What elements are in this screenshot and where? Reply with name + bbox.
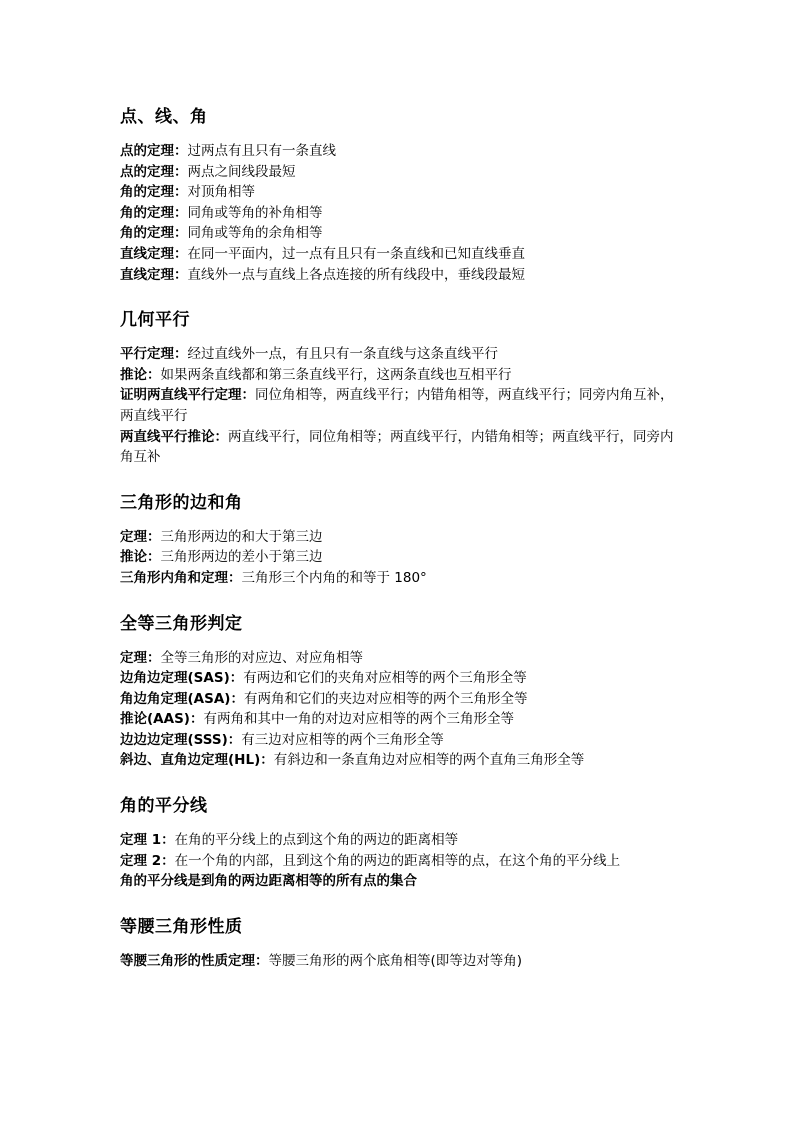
theorem-term: 定理： (120, 649, 161, 666)
theorem-term: 三角形内角和定理： (120, 569, 242, 586)
section-heading: 等腰三角形性质 (120, 916, 243, 937)
section (120, 492, 680, 589)
theorem-term: 角的定理： (120, 225, 188, 242)
section-spacer (120, 285, 680, 309)
section (120, 916, 680, 972)
theorem-term: 斜边、直角边定理(HL)： (120, 752, 274, 769)
theorem-text: 两直线平行，同位角相等；两直线平行，内错角相等；两直线平行，同旁内角互补 (120, 428, 674, 466)
theorem-text: 三角形三个内角的和等于 180° (241, 569, 427, 586)
theorem-line (120, 162, 680, 183)
theorem-term: 直线定理： (120, 245, 188, 262)
theorem-term: 平行定理： (120, 346, 188, 363)
theorem-text: 如果两条直线都和第三条直线平行，这两条直线也互相平行 (160, 366, 512, 383)
section (120, 795, 680, 892)
section-heading: 三角形的边和角 (120, 492, 243, 513)
theorem-term: 证明两直线平行定理： (120, 387, 255, 404)
theorem-line (120, 871, 680, 892)
theorem-term: 角的定理： (120, 204, 188, 221)
theorem-text: 有两边和它们的夹角对应相等的两个三角形全等 (243, 670, 527, 687)
theorem-line (120, 851, 680, 872)
section-spacer (120, 589, 680, 613)
document-page (120, 106, 680, 971)
theorem-line (120, 385, 680, 426)
theorem-term: 边边边定理(SSS)： (120, 731, 242, 748)
theorem-text: 有三边对应相等的两个三角形全等 (241, 731, 444, 748)
theorem-line (120, 203, 680, 224)
theorem-line (120, 182, 680, 203)
theorem-line (120, 547, 680, 568)
theorem-line (120, 527, 680, 548)
section (120, 106, 680, 285)
theorem-line (120, 244, 680, 265)
theorem-term: 推论(AAS)： (120, 711, 204, 728)
theorem-term: 定理 1： (120, 832, 175, 849)
theorem-text: 有斜边和一条直角边对应相等的两个直角三角形全等 (273, 752, 585, 769)
theorem-text: 对顶角相等 (187, 184, 255, 201)
theorem-term: 推论： (120, 549, 161, 566)
theorem-text: 三角形两边的和大于第三边 (160, 528, 323, 545)
theorem-line (120, 709, 680, 730)
theorem-text: 两点之间线段最短 (187, 163, 296, 180)
theorem-line (120, 689, 680, 710)
theorem-line (120, 223, 680, 244)
theorem-text: 三角形两边的差小于第三边 (160, 549, 323, 566)
theorem-text: 同角或等角的补角相等 (187, 204, 323, 221)
theorem-text: 有两角和其中一角的对边对应相等的两个三角形全等 (203, 711, 514, 728)
theorem-term: 点的定理： (120, 143, 188, 159)
theorem-line (120, 344, 680, 365)
theorem-term: 角边角定理(ASA)： (120, 690, 244, 707)
theorem-text: 在角的平分线上的点到这个角的两边的距离相等 (174, 832, 459, 849)
theorem-text: 同位角相等，两直线平行；内错角相等，两直线平行；同旁内角互补，两直线平行 (120, 387, 674, 424)
section-heading: 几何平行 (120, 310, 190, 331)
theorem-term: 角的定理： (120, 184, 188, 201)
theorem-line (120, 141, 680, 162)
theorem-text: 过两点有且只有一条直线 (187, 143, 336, 159)
theorem-term: 两直线平行推论： (120, 428, 228, 445)
theorem-term: 等腰三角形的性质定理： (120, 952, 269, 969)
theorem-text: 经过直线外一点，有且只有一条直线与这条直线平行 (187, 346, 498, 363)
section-heading: 点、线、角 (120, 107, 208, 127)
theorem-term: 点的定理： (120, 163, 188, 180)
theorem-line (120, 750, 680, 771)
theorem-line (120, 730, 680, 751)
theorem-term: 推论： (120, 366, 161, 383)
theorem-line (120, 568, 680, 589)
theorem-text: 在一个角的内部，且到这个角的两边的距离相等的点，在这个角的平分线上 (174, 852, 621, 869)
theorem-text: 在同一平面内，过一点有且只有一条直线和已知直线垂直 (187, 245, 525, 262)
theorem-text: 有两角和它们的夹边对应相等的两个三角形全等 (243, 690, 528, 707)
theorem-text: 角的平分线是到角的两边距离相等的所有点的集合 (120, 873, 417, 890)
theorem-line (120, 365, 680, 386)
section-heading: 全等三角形判定 (120, 613, 243, 634)
theorem-text: 全等三角形的对应边、对应角相等 (160, 649, 363, 666)
theorem-text: 直线外一点与直线上各点连接的所有线段中，垂线段最短 (187, 266, 525, 283)
theorem-text: 等腰三角形的两个底角相等(即等边对等角) (268, 952, 523, 969)
section-spacer (120, 468, 680, 492)
theorem-line (120, 427, 680, 468)
theorem-text: 同角或等角的余角相等 (187, 225, 323, 242)
theorem-line (120, 265, 680, 286)
theorem-term: 定理： (120, 528, 161, 545)
theorem-line (120, 648, 680, 669)
theorem-term: 边角边定理(SAS)： (120, 670, 244, 687)
section-spacer (120, 892, 680, 916)
section-heading: 角的平分线 (120, 796, 208, 817)
theorem-term: 定理 2： (120, 852, 175, 869)
theorem-line (120, 830, 680, 851)
theorem-term: 直线定理： (120, 266, 188, 283)
section (120, 309, 680, 468)
theorem-line (120, 668, 680, 689)
section (120, 613, 680, 772)
section-spacer (120, 771, 680, 795)
theorem-line (120, 951, 680, 972)
